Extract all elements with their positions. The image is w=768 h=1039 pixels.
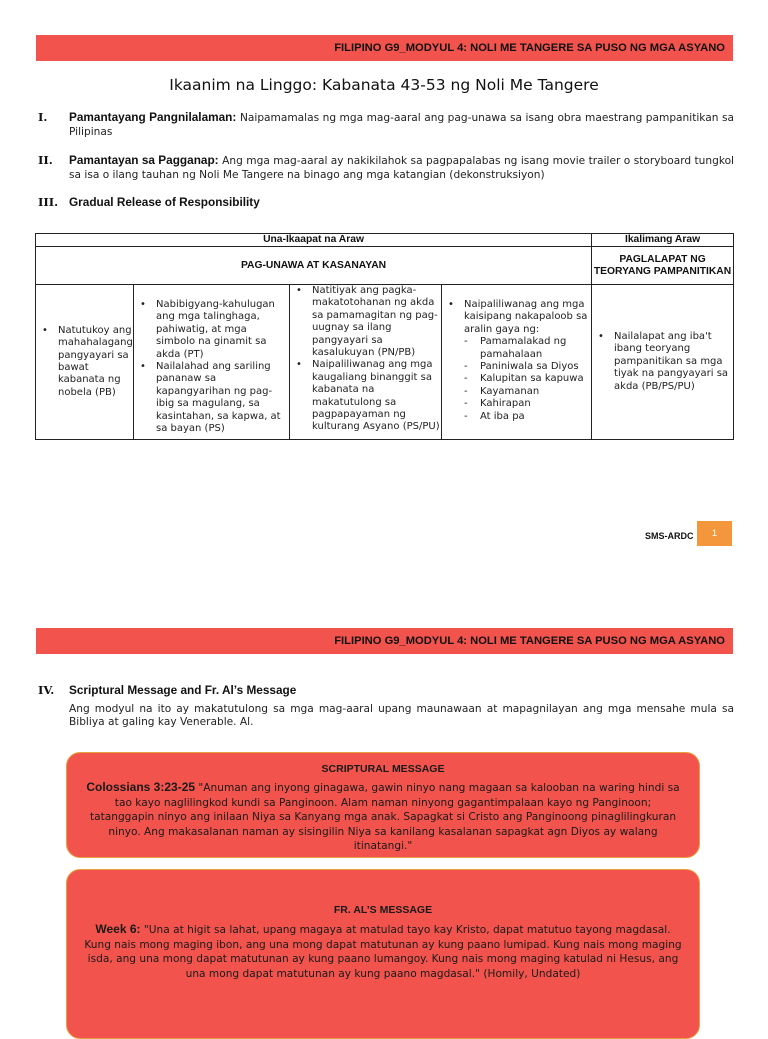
fr-al-message-box xyxy=(66,869,700,1039)
section-heading: Pamantayan sa Pagganap: xyxy=(69,153,219,167)
list-item: • Naipaliliwanag ang mga kaugaliang binanggit sa kabanata na makatutulong sa pagpapayaman ng kulturang Asyano (PS/PU) xyxy=(290,359,441,433)
sub-head-2: PAGLALAPAT NG TEORYANG PAMPANITIKAN xyxy=(592,247,734,285)
table-header-row xyxy=(36,234,734,247)
list-item: • Nabibigyang-kahulugan ang mga talinghaga, pahiwatig, at mga simbolo na ginamit sa akda (PT) xyxy=(134,299,289,361)
table-subheader-row xyxy=(36,247,734,285)
list-item: • Natutukoy ang mahahalagang pangyayari sa bawat kabanata ng nobela (PB) xyxy=(36,325,133,399)
list-item: - Pamamalakad ng pamahalaan xyxy=(442,336,591,361)
page-number-badge xyxy=(697,521,732,546)
list-item: - At iba pa xyxy=(442,411,591,423)
section-heading: Scriptural Message and Fr. Al’s Message xyxy=(69,683,297,697)
section-1 xyxy=(38,111,734,139)
cell-day4 xyxy=(442,285,592,440)
section-4 xyxy=(38,684,734,729)
box-body xyxy=(81,922,685,981)
header-label: FILIPINO G9_MODYUL 4: NOLI ME TANGERE SA PUSO NG MGA ASYANO xyxy=(334,635,725,647)
list-item: • Naipaliliwanag ang mga kaisipang nakapaloob sa aralin gaya ng: xyxy=(442,299,591,336)
list-item: • Nailalapat ang iba't ibang teoryang pampanitikan sa mga tiyak na pangyayari sa akda (PB/PS/PU) xyxy=(592,331,733,393)
list-item: - Kalupitan sa kapuwa xyxy=(442,373,591,385)
section-2 xyxy=(38,154,734,182)
box-body xyxy=(81,780,685,854)
list-item: • Nailalahad ang sariling pananaw sa kapangyarihan ng pag-ibig sa magulang, sa kasintahan, sa kapwa, at sa bayan (PS) xyxy=(134,361,289,435)
scriptural-message-box xyxy=(66,752,700,858)
list-item: - Paniniwala sa Diyos xyxy=(442,361,591,373)
list-item: - Kayamanan xyxy=(442,386,591,398)
cell-day1 xyxy=(36,285,134,440)
gradual-release-table xyxy=(35,233,734,440)
section-text: Naipamamalas ng mga mag-aaral ang pag-unawa sa isang obra maestrang pampanitikan sa Pilipinas xyxy=(69,112,734,138)
message-text: "Una at higit sa lahat, upang magaya at matulad tayo kay Kristo, dapat matutuo tayong magdasal. Kung nais mong maging ibon, ang una mong dapat matutunan ay kung paano lumipad. Kung nais mong maging isda, ang una mong dapat matutunan ay kung paano lumangoy. Kung nais mong maging katulad ni Hesus, ang una mong dapat matutunan ay kung paano magdasal." (Homily, Undated) xyxy=(84,924,682,980)
list-item: - Kahirapan xyxy=(442,398,591,410)
section-text: Ang modyul na ito ay makatutulong sa mga mag-aaral upang maunawaan at mapagnilayan ang mga mensahe mula sa Bibliya at galing kay Venerable. Al. xyxy=(69,703,734,728)
header-bar xyxy=(36,35,733,61)
section-heading: Pamantayang Pangnilalaman: xyxy=(69,110,237,124)
box-title: SCRIPTURAL MESSAGE xyxy=(321,763,445,775)
cell-day2 xyxy=(134,285,290,440)
message-reference: Week 6: xyxy=(95,922,141,936)
page-2 xyxy=(0,600,768,1024)
sub-head-1: PAG-UNAWA AT KASANAYAN xyxy=(36,247,592,285)
cell-day5 xyxy=(592,285,734,440)
section-number: I. xyxy=(38,110,48,124)
page-number: 1 xyxy=(711,528,718,539)
section-number: II. xyxy=(38,153,53,167)
header-bar xyxy=(36,628,733,654)
section-number: III. xyxy=(38,195,59,209)
col-head-1: Una-Ikaapat na Araw xyxy=(36,234,592,247)
page-title: Ikaanim na Linggo: Kabanata 43-53 ng Noli Me Tangere xyxy=(169,76,599,94)
box-title: FR. AL’S MESSAGE xyxy=(333,904,433,916)
table-row xyxy=(36,285,734,440)
list-item: • Natitiyak ang pagka-makatotohanan ng akda sa pamamagitan ng pag-uugnay sa ilang pangyayari sa kasalukuyan (PN/PB) xyxy=(290,285,441,359)
section-text: Ang mga mag-aaral ay nakikilahok sa pagpapalabas ng isang movie trailer o storyboard tungkol sa isa o ilang tauhan ng Noli Me Tangere na binago ang mga katangian (dekonstruksiyon) xyxy=(69,155,734,181)
cell-day3 xyxy=(290,285,442,440)
footer-label: SMS-ARDC xyxy=(645,531,694,541)
header-label: FILIPINO G9_MODYUL 4: NOLI ME TANGERE SA PUSO NG MGA ASYANO xyxy=(334,42,725,54)
scripture-text: "Anuman ang inyong ginagawa, gawin ninyo nang magaan sa kalooban na waring hindi sa tao kayo naglilingkod kundi sa Panginoon. Alam naman ninyong gagantimpalaan kayo ng Panginoon; tatanggapin ninyo ang inilaan Niya sa Kanyang mga anak. Sapagkat si Cristo ang Panginoong pinaglilingkuran ninyo. Ang makasalanan naman ay sisingilin Niya sa kanilang kasalanan sapagkat agn Diyos ay walang itinatangi." xyxy=(89,782,680,852)
section-number: IV. xyxy=(38,683,55,697)
section-3 xyxy=(38,196,734,209)
col-head-2: Ikalimang Araw xyxy=(592,234,734,247)
scripture-reference: Colossians 3:23-25 xyxy=(86,780,196,794)
section-heading: Gradual Release of Responsibility xyxy=(69,195,260,209)
